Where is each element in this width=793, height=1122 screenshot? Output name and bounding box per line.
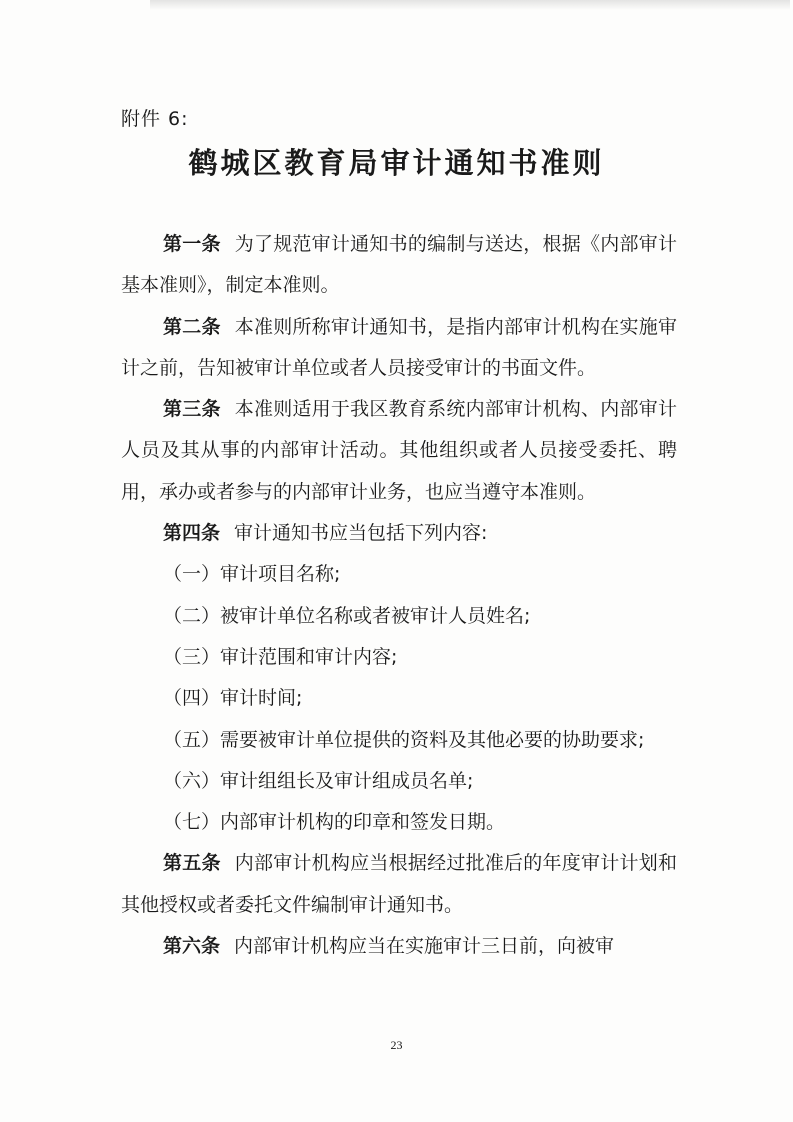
list-item: （四）审计时间; <box>163 687 303 710</box>
article-6 <box>121 926 677 967</box>
article-heading: 第五条 <box>163 852 221 875</box>
article-text: 为了规范审计通知书的编制与送达，根据《内部审计基本准则》，制定本准则。 <box>121 233 677 297</box>
document-body <box>121 224 677 967</box>
article-4 <box>121 513 677 554</box>
article-heading: 第四条 <box>163 522 221 545</box>
page-number: 23 <box>390 1038 403 1052</box>
article-text: 本准则所称审计通知书，是指内部审计机构在实施审计之前，告知被审计单位或者人员接受审计的书面文件。 <box>121 315 677 379</box>
article-heading: 第二条 <box>163 315 221 338</box>
list-item: （三）审计范围和审计内容; <box>163 645 398 668</box>
article-text: 内部审计机构应当根据经过批准后的年度审计计划和其他授权或者委托文件编制审计通知书。 <box>121 852 677 916</box>
article-2 <box>121 307 677 390</box>
article-heading: 第三条 <box>163 398 221 421</box>
article-text: 审计通知书应当包括下列内容: <box>234 522 488 545</box>
scan-edge-shadow <box>150 0 790 10</box>
article-heading: 第六条 <box>163 935 221 958</box>
article-text: 内部审计机构应当在实施审计三日前，向被审 <box>234 935 615 958</box>
attachment-label: 附件 6: <box>121 108 189 130</box>
list-item: （二）被审计单位名称或者被审计人员姓名; <box>163 604 531 627</box>
list-item: （六）审计组组长及审计组成员名单; <box>163 769 474 792</box>
page-title: 鹤城区教育局审计通知书准则 <box>188 146 605 180</box>
article-5 <box>121 843 677 926</box>
article-1 <box>121 224 677 307</box>
list-item: （一）审计项目名称; <box>163 563 341 586</box>
article-3 <box>121 389 677 513</box>
article-heading: 第一条 <box>163 233 221 255</box>
list-item: （五）需要被审计单位提供的资料及其他必要的协助要求; <box>163 728 645 751</box>
list-item: （七）内部审计机构的印章和签发日期。 <box>163 811 506 834</box>
article-text: 本准则适用于我区教育系统内部审计机构、内部审计人员及其从事的内部审计活动。其他组织或者人员接受委托、聘用，承办或者参与的内部审计业务，也应当遵守本准则。 <box>121 398 677 503</box>
